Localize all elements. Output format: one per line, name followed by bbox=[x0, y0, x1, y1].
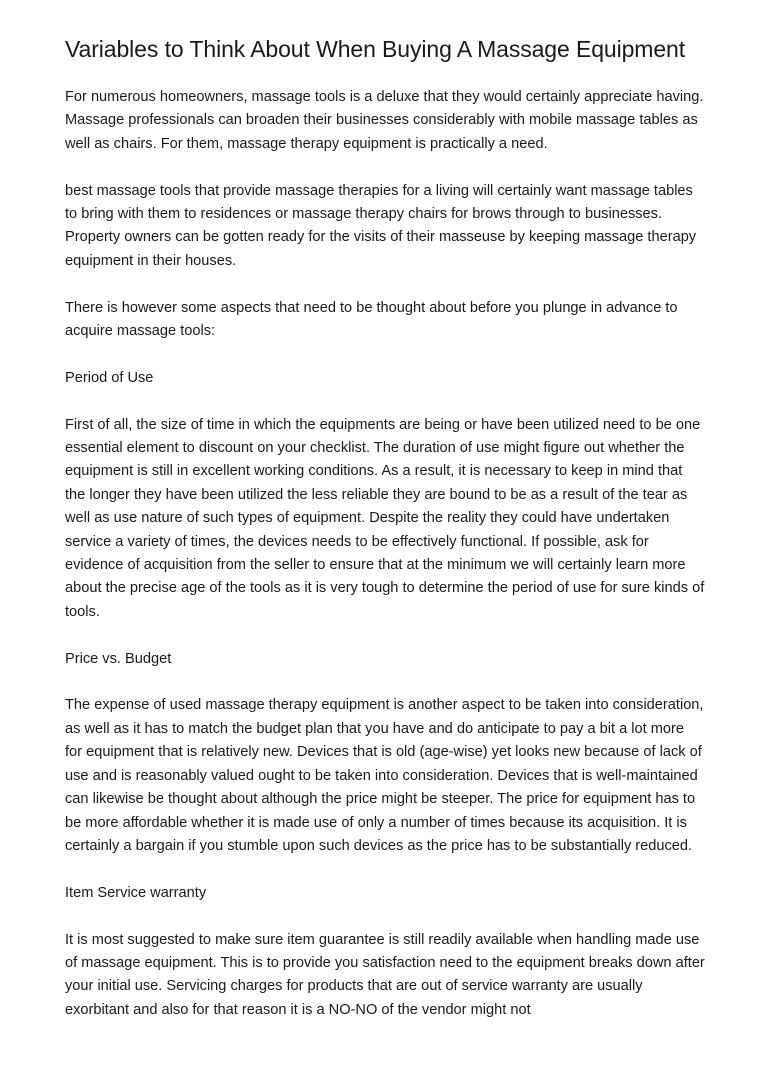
document-page bbox=[65, 34, 705, 1022]
paragraph-item-service-warranty: It is most suggested to make sure item guarantee is still readily available when handling made use of massage equipment. This is to provide you satisfaction need to the equipment breaks down after your initial use. Servicing charges for products that are out of service warranty are usually exorbitant and also for that reason it is a NO-NO of the vendor might not bbox=[65, 931, 705, 1018]
section-heading-price-vs-budget: Price vs. Budget bbox=[65, 650, 172, 667]
paragraph-best-massage-tools: best massage tools that provide massage therapies for a living will certainly want massage tables to bring with them to residences or massage therapy chairs for brows through to businesses. Property owners can be gotten ready for the visits of their masseuse by keeping massage therapy equipment in their houses. bbox=[65, 182, 697, 269]
document-title: Variables to Think About When Buying A Massage Equipment bbox=[65, 36, 686, 62]
paragraph-period-of-use: First of all, the size of time in which the equipments are being or have been utilized need to be one essential element to discount on your checklist. The duration of use might figure out whether the equipment is still in excellent working conditions. As a result, it is necessary to keep in mind that the longer they have been utilized the less reliable they are bound to be as a result of the tear as well as use nature of such types of equipment. Despite the reality they could have undertaken service a variety of times, the devices needs to be effectively functional. If possible, ask for evidence of acquisition from the seller to ensure that at the minimum we will certainly learn more about the precise age of the tools as it is very tough to determine the period of use for sure kinds of tools. bbox=[65, 416, 705, 620]
section-heading-period-of-use: Period of Use bbox=[65, 369, 154, 386]
paragraph-aspects: There is however some aspects that need to be thought about before you plunge in advance to acquire massage tools: bbox=[65, 299, 678, 340]
paragraph-intro: For numerous homeowners, massage tools is a deluxe that they would certainly appreciate having. Massage professionals can broaden their businesses considerably with mobile massage tables as well as chairs. For them, massage therapy equipment is practically a need. bbox=[65, 89, 704, 152]
paragraph-price-vs-budget: The expense of used massage therapy equipment is another aspect to be taken into consideration, as well as it has to match the budget plan that you have and do anticipate to pay a bit a lot more for equipment that is relatively new. Devices that is old (age-wise) yet looks new because of lack of use and is reasonably valued ought to be taken into consideration. Devices that is well-maintained can likewise be thought about although the price might be steeper. The price for equipment has to be more affordable whether it is made use of only a number of times because its acquisition. It is certainly a bargain if you stumble upon such devices as the price has to be substantially reduced. bbox=[65, 697, 704, 854]
section-heading-item-service-warranty: Item Service warranty bbox=[65, 884, 207, 901]
